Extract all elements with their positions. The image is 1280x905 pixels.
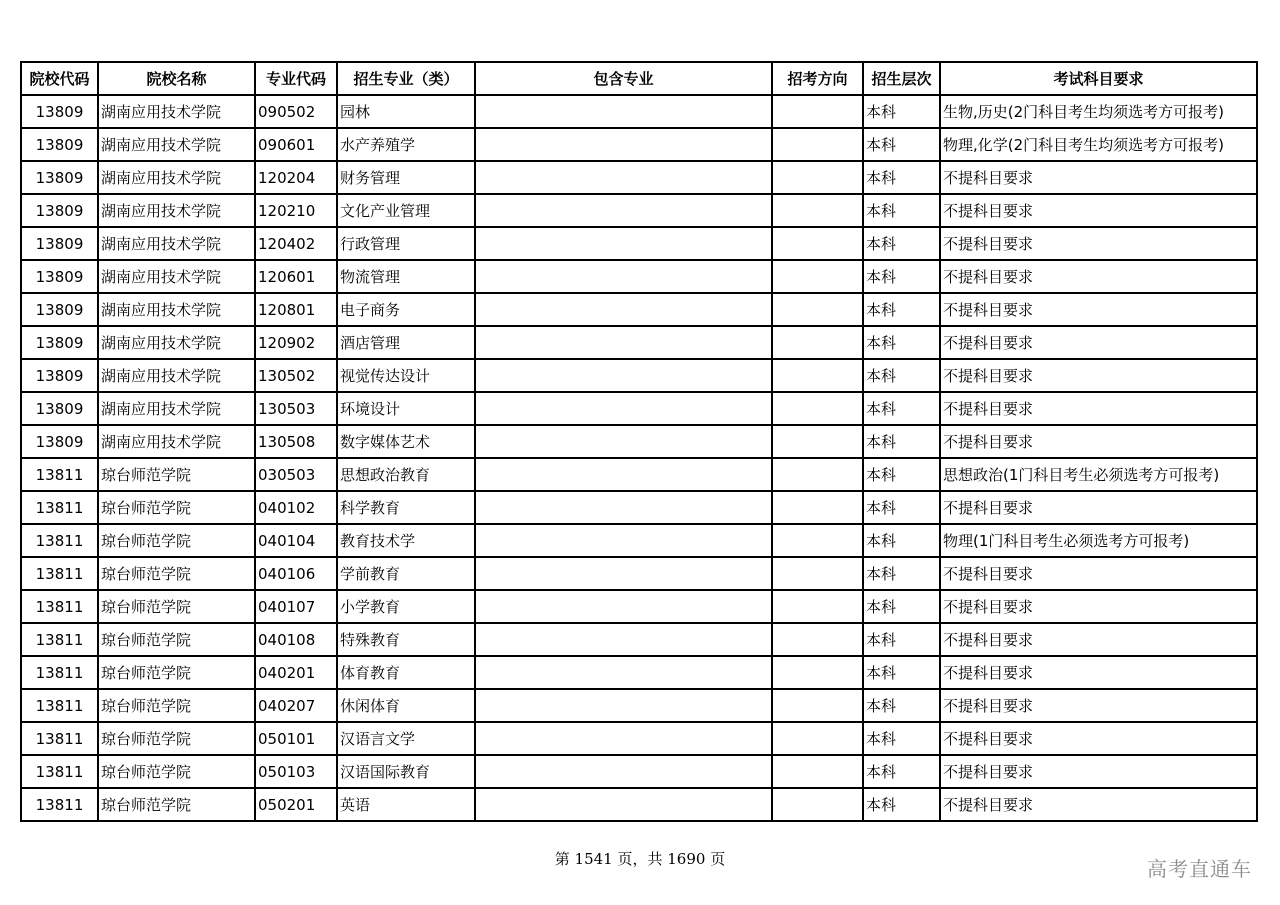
cell-school-name: 湖南应用技术学院 [98, 293, 255, 326]
cell-school-code: 13811 [21, 656, 98, 689]
table-row [21, 557, 1257, 590]
cell-includes [475, 359, 772, 392]
cell-school-code: 13811 [21, 557, 98, 590]
cell-includes [475, 491, 772, 524]
cell-major: 数字媒体艺术 [337, 425, 475, 458]
cell-includes [475, 524, 772, 557]
cell-direction [772, 326, 863, 359]
table-row [21, 161, 1257, 194]
cell-school-code: 13809 [21, 392, 98, 425]
cell-requirement: 物理(1门科目考生必须选考方可报考) [940, 524, 1257, 557]
cell-major-code: 090502 [255, 95, 337, 128]
cell-includes [475, 293, 772, 326]
cell-school-code: 13811 [21, 689, 98, 722]
cell-direction [772, 260, 863, 293]
cell-major: 特殊教育 [337, 623, 475, 656]
cell-major-code: 120402 [255, 227, 337, 260]
cell-school-code: 13811 [21, 623, 98, 656]
cell-direction [772, 392, 863, 425]
table-row [21, 95, 1257, 128]
table-row [21, 788, 1257, 821]
cell-level: 本科 [863, 524, 940, 557]
cell-direction [772, 425, 863, 458]
cell-school-name: 湖南应用技术学院 [98, 161, 255, 194]
table-header-row [21, 62, 1257, 95]
cell-direction [772, 788, 863, 821]
cell-major: 体育教育 [337, 656, 475, 689]
cell-school-name: 湖南应用技术学院 [98, 359, 255, 392]
cell-direction [772, 128, 863, 161]
cell-requirement: 不提科目要求 [940, 194, 1257, 227]
table-row [21, 458, 1257, 491]
cell-school-code: 13809 [21, 359, 98, 392]
cell-school-name: 琼台师范学院 [98, 491, 255, 524]
cell-major-code: 040201 [255, 656, 337, 689]
table-row [21, 755, 1257, 788]
cell-school-code: 13809 [21, 128, 98, 161]
cell-school-code: 13811 [21, 722, 98, 755]
cell-major-code: 120210 [255, 194, 337, 227]
cell-major: 酒店管理 [337, 326, 475, 359]
cell-includes [475, 788, 772, 821]
cell-requirement: 不提科目要求 [940, 425, 1257, 458]
table-row [21, 227, 1257, 260]
header-school-name: 院校名称 [98, 62, 255, 95]
table-row [21, 260, 1257, 293]
cell-level: 本科 [863, 227, 940, 260]
header-includes: 包含专业 [475, 62, 772, 95]
admission-table [20, 61, 1258, 822]
cell-direction [772, 689, 863, 722]
table-row [21, 359, 1257, 392]
cell-direction [772, 656, 863, 689]
cell-direction [772, 491, 863, 524]
cell-direction [772, 293, 863, 326]
cell-includes [475, 689, 772, 722]
cell-major: 英语 [337, 788, 475, 821]
cell-includes [475, 326, 772, 359]
cell-direction [772, 95, 863, 128]
cell-school-name: 琼台师范学院 [98, 524, 255, 557]
cell-level: 本科 [863, 161, 940, 194]
cell-requirement: 不提科目要求 [940, 689, 1257, 722]
cell-school-name: 琼台师范学院 [98, 458, 255, 491]
cell-includes [475, 194, 772, 227]
cell-school-name: 湖南应用技术学院 [98, 326, 255, 359]
cell-school-name: 琼台师范学院 [98, 656, 255, 689]
table-row [21, 326, 1257, 359]
cell-school-name: 湖南应用技术学院 [98, 227, 255, 260]
cell-includes [475, 227, 772, 260]
cell-school-code: 13809 [21, 227, 98, 260]
cell-requirement: 物理,化学(2门科目考生均须选考方可报考) [940, 128, 1257, 161]
cell-school-code: 13811 [21, 788, 98, 821]
cell-requirement: 不提科目要求 [940, 359, 1257, 392]
page-number: 第 1541 页，共 1690 页 [554, 850, 726, 868]
table-row [21, 623, 1257, 656]
header-school-code: 院校代码 [21, 62, 98, 95]
cell-major: 水产养殖学 [337, 128, 475, 161]
cell-requirement: 不提科目要求 [940, 623, 1257, 656]
cell-level: 本科 [863, 656, 940, 689]
cell-direction [772, 755, 863, 788]
cell-major-code: 040102 [255, 491, 337, 524]
cell-level: 本科 [863, 722, 940, 755]
cell-level: 本科 [863, 491, 940, 524]
cell-requirement: 不提科目要求 [940, 392, 1257, 425]
cell-school-name: 琼台师范学院 [98, 788, 255, 821]
cell-school-name: 琼台师范学院 [98, 755, 255, 788]
cell-major-code: 040108 [255, 623, 337, 656]
cell-includes [475, 392, 772, 425]
cell-includes [475, 755, 772, 788]
cell-requirement: 不提科目要求 [940, 293, 1257, 326]
cell-level: 本科 [863, 458, 940, 491]
cell-direction [772, 722, 863, 755]
table-row [21, 656, 1257, 689]
cell-direction [772, 359, 863, 392]
cell-requirement: 不提科目要求 [940, 755, 1257, 788]
cell-major: 休闲体育 [337, 689, 475, 722]
cell-major-code: 040107 [255, 590, 337, 623]
cell-major: 园林 [337, 95, 475, 128]
cell-school-name: 琼台师范学院 [98, 557, 255, 590]
cell-includes [475, 161, 772, 194]
cell-major: 行政管理 [337, 227, 475, 260]
cell-major: 文化产业管理 [337, 194, 475, 227]
cell-includes [475, 557, 772, 590]
cell-requirement: 思想政治(1门科目考生必须选考方可报考) [940, 458, 1257, 491]
cell-school-name: 琼台师范学院 [98, 689, 255, 722]
cell-requirement: 不提科目要求 [940, 326, 1257, 359]
cell-requirement: 不提科目要求 [940, 722, 1257, 755]
cell-direction [772, 524, 863, 557]
cell-school-name: 湖南应用技术学院 [98, 128, 255, 161]
cell-major-code: 030503 [255, 458, 337, 491]
cell-school-code: 13809 [21, 293, 98, 326]
cell-school-code: 13811 [21, 590, 98, 623]
cell-requirement: 不提科目要求 [940, 260, 1257, 293]
cell-school-name: 湖南应用技术学院 [98, 392, 255, 425]
cell-includes [475, 722, 772, 755]
cell-direction [772, 623, 863, 656]
cell-level: 本科 [863, 293, 940, 326]
table-row [21, 722, 1257, 755]
cell-major-code: 120902 [255, 326, 337, 359]
cell-school-code: 13811 [21, 524, 98, 557]
cell-includes [475, 590, 772, 623]
cell-includes [475, 458, 772, 491]
cell-school-code: 13809 [21, 194, 98, 227]
cell-major-code: 130502 [255, 359, 337, 392]
cell-direction [772, 194, 863, 227]
cell-level: 本科 [863, 128, 940, 161]
cell-school-code: 13809 [21, 260, 98, 293]
cell-direction [772, 458, 863, 491]
cell-level: 本科 [863, 689, 940, 722]
cell-major-code: 040106 [255, 557, 337, 590]
cell-major-code: 120801 [255, 293, 337, 326]
table-row [21, 392, 1257, 425]
table-row [21, 293, 1257, 326]
cell-school-name: 湖南应用技术学院 [98, 425, 255, 458]
cell-level: 本科 [863, 260, 940, 293]
table-row [21, 194, 1257, 227]
cell-school-code: 13809 [21, 161, 98, 194]
table-row [21, 689, 1257, 722]
cell-level: 本科 [863, 326, 940, 359]
cell-direction [772, 161, 863, 194]
cell-requirement: 不提科目要求 [940, 161, 1257, 194]
cell-major-code: 120204 [255, 161, 337, 194]
cell-requirement: 不提科目要求 [940, 227, 1257, 260]
cell-major: 思想政治教育 [337, 458, 475, 491]
cell-includes [475, 623, 772, 656]
cell-direction [772, 557, 863, 590]
cell-major-code: 120601 [255, 260, 337, 293]
cell-major: 物流管理 [337, 260, 475, 293]
cell-level: 本科 [863, 623, 940, 656]
cell-level: 本科 [863, 557, 940, 590]
cell-major: 小学教育 [337, 590, 475, 623]
cell-major: 学前教育 [337, 557, 475, 590]
cell-major: 科学教育 [337, 491, 475, 524]
cell-requirement: 不提科目要求 [940, 491, 1257, 524]
cell-major-code: 050103 [255, 755, 337, 788]
cell-school-code: 13811 [21, 491, 98, 524]
cell-major-code: 040104 [255, 524, 337, 557]
cell-requirement: 不提科目要求 [940, 557, 1257, 590]
cell-major: 环境设计 [337, 392, 475, 425]
cell-major: 汉语国际教育 [337, 755, 475, 788]
cell-requirement: 生物,历史(2门科目考生均须选考方可报考) [940, 95, 1257, 128]
cell-level: 本科 [863, 425, 940, 458]
cell-major: 汉语言文学 [337, 722, 475, 755]
cell-includes [475, 95, 772, 128]
cell-major: 视觉传达设计 [337, 359, 475, 392]
cell-school-code: 13811 [21, 458, 98, 491]
cell-level: 本科 [863, 194, 940, 227]
cell-level: 本科 [863, 95, 940, 128]
cell-major-code: 090601 [255, 128, 337, 161]
table-row [21, 590, 1257, 623]
header-level: 招生层次 [863, 62, 940, 95]
header-major: 招生专业（类） [337, 62, 475, 95]
watermark-logo: 高考直通车 [1147, 857, 1252, 881]
cell-includes [475, 128, 772, 161]
cell-major-code: 050201 [255, 788, 337, 821]
cell-school-code: 13809 [21, 425, 98, 458]
cell-school-code: 13811 [21, 755, 98, 788]
cell-school-name: 湖南应用技术学院 [98, 260, 255, 293]
cell-level: 本科 [863, 755, 940, 788]
cell-major: 电子商务 [337, 293, 475, 326]
cell-major: 教育技术学 [337, 524, 475, 557]
table-body [21, 95, 1257, 821]
cell-major-code: 130503 [255, 392, 337, 425]
cell-includes [475, 260, 772, 293]
cell-level: 本科 [863, 590, 940, 623]
cell-requirement: 不提科目要求 [940, 590, 1257, 623]
header-direction: 招考方向 [772, 62, 863, 95]
cell-school-name: 湖南应用技术学院 [98, 194, 255, 227]
table-row [21, 491, 1257, 524]
cell-includes [475, 425, 772, 458]
cell-level: 本科 [863, 392, 940, 425]
cell-includes [475, 656, 772, 689]
cell-level: 本科 [863, 788, 940, 821]
cell-major: 财务管理 [337, 161, 475, 194]
cell-school-code: 13809 [21, 326, 98, 359]
table-row [21, 524, 1257, 557]
cell-major-code: 130508 [255, 425, 337, 458]
header-major-code: 专业代码 [255, 62, 337, 95]
cell-level: 本科 [863, 359, 940, 392]
table-row [21, 128, 1257, 161]
cell-direction [772, 227, 863, 260]
cell-school-name: 琼台师范学院 [98, 590, 255, 623]
header-requirement: 考试科目要求 [940, 62, 1257, 95]
cell-requirement: 不提科目要求 [940, 656, 1257, 689]
cell-school-code: 13809 [21, 95, 98, 128]
cell-school-name: 湖南应用技术学院 [98, 95, 255, 128]
cell-major-code: 050101 [255, 722, 337, 755]
table-row [21, 425, 1257, 458]
cell-direction [772, 590, 863, 623]
cell-school-name: 琼台师范学院 [98, 623, 255, 656]
cell-school-name: 琼台师范学院 [98, 722, 255, 755]
cell-major-code: 040207 [255, 689, 337, 722]
cell-requirement: 不提科目要求 [940, 788, 1257, 821]
